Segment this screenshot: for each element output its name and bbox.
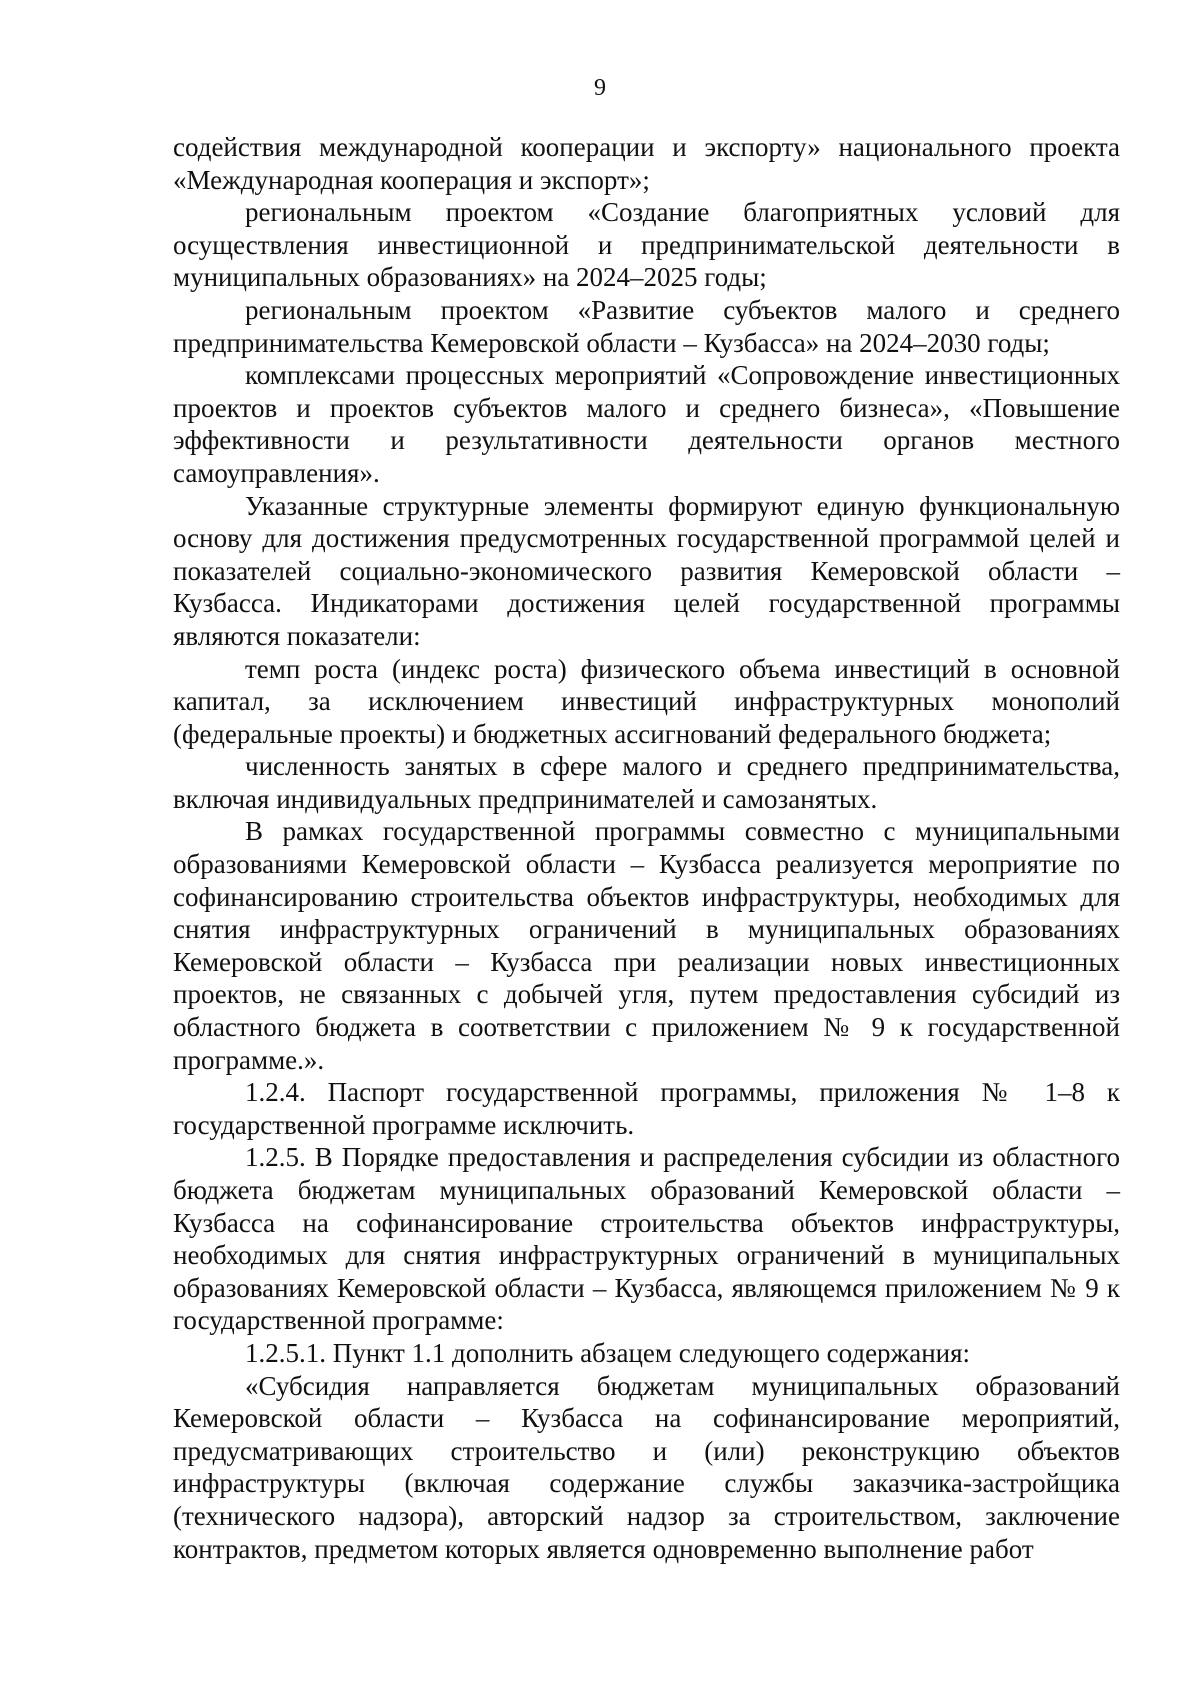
document-body [173,131,1120,1565]
paragraph-regional-project-sme: региональным проектом «Развитие субъектов малого и среднего предпринимательства Кемеровской области – Кузбасса» на 2024–2030 годы; [173,294,1120,358]
paragraph-1-2-5: 1.2.5. В Порядке предоставления и распределения субсидии из областного бюджета бюджетам муниципальных образований Кемеровской области – Кузбасса на софинансирование строительства объектов инфраструктуры, необходимых для снятия инфраструктурных ограничений в муниципальных образованиях Кемеровской области – Кузбасса, являющемся приложением № 9 к государственной программе: [173,1142,1120,1336]
paragraph-regional-project-investment: региональным проектом «Создание благоприятных условий для осуществления инвестиционной и предпринимательской деятельности в муниципальных образованиях» на 2024–2025 годы; [173,197,1120,293]
paragraph-1-2-5-1: 1.2.5.1. Пункт 1.1 дополнить абзацем следующего содержания: [245,1337,971,1368]
paragraph-process-complexes: комплексами процессных мероприятий «Сопровождение инвестиционных проектов и проектов субъектов малого и среднего бизнеса», «Повышение эффективности и результативности деятельности органов местного самоуправления». [173,360,1120,488]
paragraph-sme-employment: численность занятых в сфере малого и среднего предпринимательства, включая индивидуальных предпринимателей и самозанятых. [173,751,1120,814]
paragraph-investment-growth-rate: темп роста (индекс роста) физического объема инвестиций в основной капитал, за исключением инвестиций инфраструктурных монополий (федеральные проекты) и бюджетных ассигнований федерального бюджета; [173,653,1120,749]
paragraph-cofinancing-measure: В рамках государственной программы совместно с муниципальными образованиями Кемеровской области – Кузбасса реализуется мероприятие по софинансированию строительства объектов инфраструктуры, необходимых для снятия инфраструктурных ограничений в муниципальных образованиях Кемеровской области – Кузбасса при реализации новых инвестиционных проектов, не связанных с добычей угля, путем предоставления субсидий из областного бюджета в соответствии с приложением № 9 к государственной программе.». [173,816,1120,1075]
paragraph-subsidy-text: «Субсидия направляется бюджетам муниципальных образований Кемеровской области – Кузбасса на софинансирование мероприятий, предусматривающих строительство и (или) реконструкцию объектов инфраструктуры (включая содержание службы заказчика-застройщика (технического надзора), авторский надзор за строительством, заключение контрактов, предметом которых является одновременно выполнение работ [173,1370,1120,1564]
paragraph-continuation: содействия международной кооперации и экспорту» национального проекта «Международная кооперация и экспорт»; [173,132,1120,195]
paragraph-1-2-4: 1.2.4. Паспорт государственной программы, приложения № 1–8 к государственной программе исключить. [173,1077,1120,1140]
paragraph-structural-elements: Указанные структурные элементы формируют единую функциональную основу для достижения предусмотренных государственной программой целей и показателей социально-экономического развития Кемеровской области – Кузбасса. Индикаторами достижения целей государственной программы являются показатели: [173,490,1120,651]
page-number: 9 [594,75,606,101]
